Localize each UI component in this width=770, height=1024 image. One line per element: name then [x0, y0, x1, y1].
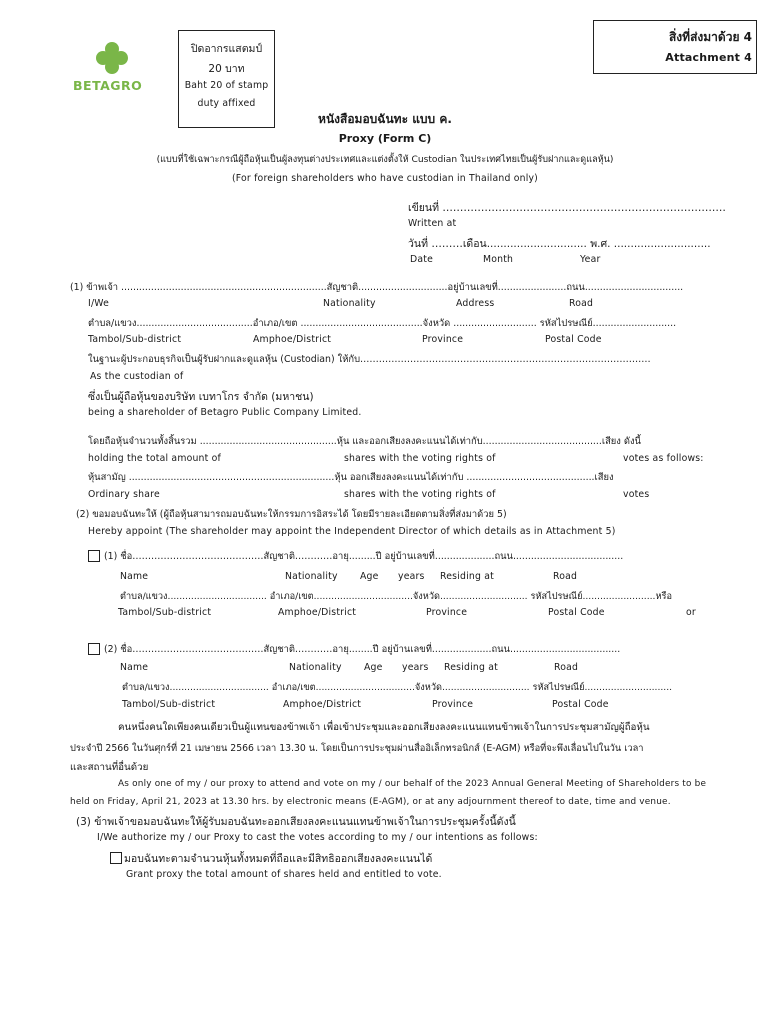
s1-ordinary-label1: Ordinary share	[88, 489, 160, 500]
s2-para-th-1: คนหนึ่งคนใดเพียงคนเดียวเป็นผู้แทนของข้าพเจ้า เพื่อเข้าประชุมและออกเสียงลงคะแนนแทนข้าพเจ้าในการประชุมสามัญผู้ถือหุ้น	[118, 722, 650, 733]
s1-label-road: Road	[569, 298, 594, 309]
proxy1-address-line: ตำบล/แขวง.................................. อำเภอ/เขต..................................จังหวัด.............................. รหัสไปรษณีย์.........................หรือ	[120, 591, 672, 602]
proxy1-label-province: Province	[426, 607, 468, 618]
s1-label-iwe: I/We	[88, 298, 110, 309]
s1-ordinary-label3: votes	[623, 489, 650, 500]
s1-label-nationality: Nationality	[323, 298, 376, 309]
proxy2-label-road: Road	[554, 662, 579, 673]
written-at-en: Written at	[408, 218, 457, 229]
proxy2-label-nationality: Nationality	[289, 662, 342, 673]
proxy1-label-road: Road	[553, 571, 578, 582]
s1-total-label3: votes as follows:	[623, 453, 704, 464]
s2-para-th-3: และสถานที่อื่นด้วย	[70, 762, 149, 773]
s2-title-en: Hereby appoint (The shareholder may appoint the Independent Director of which details as in Attachment 5)	[88, 526, 616, 537]
proxy1-label-years: years	[398, 571, 425, 582]
proxy1-label-or: or	[686, 607, 696, 618]
s2-para-th-2: ประจำปี 2566 ในวันศุกร์ที่ 21 เมษายน 2566 เวลา 13.30 น. โดยเป็นการประชุมผ่านสื่ออิเล็กทรอนิกส์ (E-AGM) หรือที่จะพึงเลื่อนไปในวัน เวลา	[70, 743, 644, 754]
proxy2-label-province: Province	[432, 699, 474, 710]
proxy1-label-name: Name	[120, 571, 149, 582]
stamp-line3: Baht 20 of stamp	[184, 80, 269, 91]
stamp-line4: duty affixed	[197, 98, 256, 109]
proxy1-name-line: (1) ชื่อ……………………………………สัญชาติ…………อายุ.........ปี อยู่บ้านเลขที่....................ถนน.....................................	[104, 551, 624, 562]
proxy2-checkbox[interactable]	[88, 643, 100, 655]
proxy2-label-name: Name	[120, 662, 149, 673]
attachment-label-en: Attachment 4	[665, 51, 752, 64]
proxy1-label-age: Age	[360, 571, 379, 582]
proxy2-label-tambol: Tambol/Sub-district	[122, 699, 216, 710]
s1-ordinary-label2: shares with the voting rights of	[344, 489, 496, 500]
proxy1-label-tambol: Tambol/Sub-district	[118, 607, 212, 618]
s1-custodian-line: ในฐานะผู้ประกอบธุรกิจเป็นผู้รับฝากและดูแลหุ้น (Custodian) ให้กับ…………………………………………………………………………………	[88, 354, 651, 365]
s1-ordinary-line: หุ้นสามัญ .....................................................................หุ้น ออกเสียงลงคะแนนได้เท่ากับ ...........................................เสียง	[88, 472, 614, 483]
proxy2-address-line: ตำบล/แขวง.................................. อำเภอ/เขต..................................จังหวัด.............................. รหัสไปรษณีย์..............................	[122, 682, 673, 693]
s2-para-en-2: held on Friday, April 21, 2023 at 13.30 hrs. by electronic means (E-AGM), or at any adjournment thereof to date, time and venue.	[70, 797, 671, 807]
s1-label-address: Address	[456, 298, 495, 309]
title-th: หนังสือมอบฉันทะ แบบ ค.	[318, 112, 452, 126]
s1-name-line: (1) ข้าพเจ้า .....................................................................สัญชาติ..............................อยู่บ้านเลขที่.......................ถนน.................................	[70, 282, 684, 293]
s1-label-province: Province	[422, 334, 464, 345]
s1-label-postal: Postal Code	[545, 334, 602, 345]
subtitle-th: (แบบที่ใช้เฉพาะกรณีผู้ถือหุ้นเป็นผู้ลงทุนต่างประเทศและแต่งตั้งให้ Custodian ในประเทศไทยเป็นผู้รับฝากและดูแลหุ้น)	[156, 155, 614, 165]
attachment-label-th: สิ่งที่ส่งมาด้วย 4	[668, 30, 752, 44]
logo-wordmark: BETAGRO	[73, 78, 143, 93]
proxy1-label-residing: Residing at	[440, 571, 494, 582]
s3-title-th: (3) ข้าพเจ้าขอมอบฉันทะให้ผู้รับมอบฉันทะออกเสียงลงคะแนนแทนข้าพเจ้าในการประชุมครั้งนี้ดังนี้	[76, 816, 516, 828]
proxy1-label-postal: Postal Code	[548, 607, 605, 618]
s3-option1-checkbox[interactable]	[110, 852, 122, 864]
date-th: วันที่ ………เดือน.............................. พ.ศ. .............................	[408, 238, 711, 250]
written-at-th: เขียนที่ ………………………………………………………………………	[408, 202, 726, 214]
title-en: Proxy (Form C)	[338, 132, 432, 145]
s1-shareholder-en: being a shareholder of Betagro Public Company Limited.	[88, 407, 362, 418]
s3-title-en: I/We authorize my / our Proxy to cast the votes according to my / our intentions as follows:	[97, 832, 538, 843]
year-en: Year	[580, 254, 601, 265]
s3-option1-th: มอบฉันทะตามจำนวนหุ้นทั้งหมดที่ถือและมีสิทธิออกเสียงลงคะแนนได้	[124, 853, 433, 865]
proxy1-label-nationality: Nationality	[285, 571, 338, 582]
s1-total-label1: holding the total amount of	[88, 453, 222, 464]
proxy2-name-line: (2) ชื่อ……………………………………สัญชาติ…………อายุ........ปี อยู่บ้านเลขที่....................ถนน.....................................	[104, 644, 621, 655]
proxy2-label-amphoe: Amphoe/District	[283, 699, 362, 710]
proxy1-label-amphoe: Amphoe/District	[278, 607, 357, 618]
s2-title-th: (2) ขอมอบฉันทะให้ (ผู้ถือหุ้นสามารถมอบฉันทะให้กรรมการอิสระได้ โดยมีรายละเอียดตามสิ่งที่ส่งมาด้วย 5)	[76, 509, 507, 520]
s1-total-label2: shares with the voting rights of	[344, 453, 496, 464]
proxy2-label-postal: Postal Code	[552, 699, 609, 710]
proxy1-checkbox[interactable]	[88, 550, 100, 562]
proxy2-label-residing: Residing at	[444, 662, 498, 673]
stamp-line2: 20 บาท	[208, 63, 245, 75]
s1-label-amphoe: Amphoe/District	[253, 334, 332, 345]
s1-label-tambol: Tambol/Sub-district	[88, 334, 182, 345]
s1-shareholder-th: ซึ่งเป็นผู้ถือหุ้นของบริษัท เบทาโกร จำกัด (มหาชน)	[88, 391, 314, 403]
proxy2-label-age: Age	[364, 662, 383, 673]
month-en: Month	[483, 254, 514, 265]
s1-address-line: ตำบล/แขวง.......................................อำเภอ/เขต .........................................จังหวัด ............................ รหัสไปรษณีย์............................	[88, 318, 677, 329]
s1-total-line: โดยถือหุ้นจำนวนทั้งสิ้นรวม ..............................................หุ้น และออกเสียงลงคะแนนได้เท่ากับ........................................เสียง ดังนี้	[88, 436, 641, 447]
subtitle-en: (For foreign shareholders who have custodian in Thailand only)	[231, 173, 539, 184]
stamp-line1: ปิดอากรแสตมป์	[190, 43, 263, 55]
s1-custodian-en: As the custodian of	[90, 371, 184, 382]
date-en: Date	[410, 254, 434, 265]
proxy2-label-years: years	[402, 662, 429, 673]
s3-option1-en: Grant proxy the total amount of shares held and entitled to vote.	[126, 869, 442, 880]
s2-para-en-1: As only one of my / our proxy to attend and vote on my / our behalf of the 2023 Annual General Meeting of Shareholders to be	[118, 779, 707, 789]
